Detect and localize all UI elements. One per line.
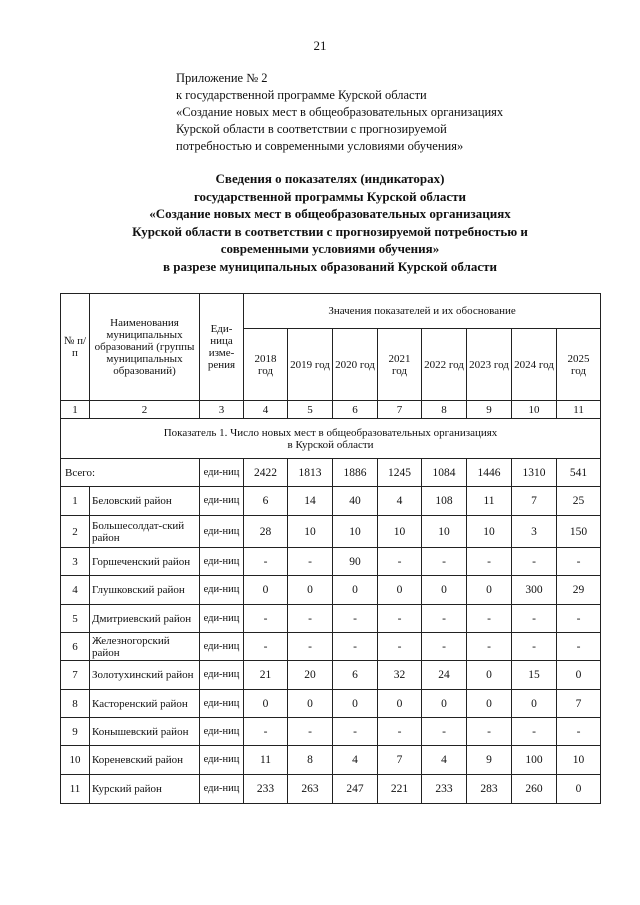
municipality-name: Золотухинский район [90,661,200,690]
value-cell: 4 [333,746,378,775]
value-cell: - [244,605,288,633]
value-cell: 300 [512,576,557,605]
value-cell: 0 [244,576,288,605]
row-number: 2 [61,516,90,548]
total-value: 2422 [244,459,288,487]
header-year: 2020 год [333,329,378,401]
municipality-name: Дмитриевский район [90,605,200,633]
value-cell: - [288,633,333,661]
value-cell: 283 [467,775,512,804]
value-cell: 10 [557,746,601,775]
value-cell: - [557,548,601,576]
unit-cell: еди-ниц [200,746,244,775]
value-cell: 10 [333,516,378,548]
col-number: 9 [467,401,512,419]
header-name: Наименования муниципальных образований (группы муниципальных образований) [90,294,200,401]
value-cell: 11 [467,487,512,516]
municipality-name: Глушковский район [90,576,200,605]
value-cell: - [422,605,467,633]
table-row [61,661,601,690]
municipality-name: Железногорский район [90,633,200,661]
value-cell: 11 [244,746,288,775]
col-number: 10 [512,401,557,419]
value-cell: - [333,718,378,746]
row-number: 10 [61,746,90,775]
table-row [61,690,601,718]
unit-cell: еди-ниц [200,690,244,718]
value-cell: 25 [557,487,601,516]
table-row [61,548,601,576]
value-cell: 3 [512,516,557,548]
header-year: 2025 год [557,329,601,401]
value-cell: - [288,718,333,746]
col-number: 6 [333,401,378,419]
value-cell: 0 [288,576,333,605]
value-cell: - [288,605,333,633]
value-cell: 260 [512,775,557,804]
header-unit: Еди-ница изме-рения [200,294,244,401]
value-cell: 4 [422,746,467,775]
col-number: 3 [200,401,244,419]
col-number: 7 [378,401,422,419]
value-cell: 21 [244,661,288,690]
value-cell: 0 [378,690,422,718]
value-cell: 0 [467,690,512,718]
header-year: 2022 год [422,329,467,401]
total-label: Всего: [61,459,200,487]
row-number: 9 [61,718,90,746]
value-cell: 8 [288,746,333,775]
unit-cell: еди-ниц [200,487,244,516]
value-cell: - [288,548,333,576]
value-cell: - [422,718,467,746]
total-value: 1245 [378,459,422,487]
indicators-table [60,293,601,804]
value-cell: 9 [467,746,512,775]
value-cell: - [378,718,422,746]
value-cell: - [244,548,288,576]
value-cell: - [333,605,378,633]
value-cell: - [333,633,378,661]
appendix-line: «Создание новых мест в общеобразовательных организациях [176,105,504,119]
col-number: 5 [288,401,333,419]
value-cell: - [422,633,467,661]
col-number: 11 [557,401,601,419]
appendix-line: потребностью и современными условиями обучения» [176,139,464,153]
value-cell: 233 [244,775,288,804]
value-cell: - [512,605,557,633]
value-cell: - [467,605,512,633]
value-cell: 0 [422,690,467,718]
title-line: «Создание новых мест в общеобразовательных организациях [149,206,511,221]
value-cell: 263 [288,775,333,804]
table-row [61,775,601,804]
municipality-name: Большесолдат-ский район [90,516,200,548]
value-cell: - [557,718,601,746]
value-cell: 32 [378,661,422,690]
total-value: 1446 [467,459,512,487]
table-row [61,633,601,661]
value-cell: - [467,548,512,576]
value-cell: - [378,633,422,661]
page-number: 21 [313,38,327,53]
value-cell: 0 [557,661,601,690]
appendix-line: к государственной программе Курской области [176,88,427,102]
value-cell: 0 [422,576,467,605]
value-cell: - [512,633,557,661]
unit-cell: еди-ниц [200,576,244,605]
row-number: 7 [61,661,90,690]
header-year: 2023 год [467,329,512,401]
value-cell: 221 [378,775,422,804]
header-year: 2024 год [512,329,557,401]
table-row [61,576,601,605]
value-cell: 0 [333,576,378,605]
value-cell: 108 [422,487,467,516]
document-title [40,170,620,275]
col-number: 8 [422,401,467,419]
header-year: 2019 год [288,329,333,401]
indicator-row [61,419,601,459]
value-cell: 4 [378,487,422,516]
value-cell: 7 [378,746,422,775]
municipality-name: Касторенский район [90,690,200,718]
value-cell: 0 [467,576,512,605]
value-cell: - [378,605,422,633]
value-cell: 40 [333,487,378,516]
value-cell: - [557,633,601,661]
value-cell: - [467,633,512,661]
unit-cell: еди-ниц [200,516,244,548]
value-cell: 14 [288,487,333,516]
value-cell: 233 [422,775,467,804]
value-cell: 0 [512,690,557,718]
value-cell: 0 [333,690,378,718]
unit-cell: еди-ниц [200,605,244,633]
title-line: Сведения о показателях (индикаторах) [215,171,445,186]
value-cell: - [512,718,557,746]
value-cell: 7 [512,487,557,516]
value-cell: 24 [422,661,467,690]
value-cell: 90 [333,548,378,576]
appendix-line: Приложение № 2 [176,71,268,85]
value-cell: 0 [244,690,288,718]
municipality-name: Конышевский район [90,718,200,746]
total-value: 1084 [422,459,467,487]
col-number: 2 [90,401,200,419]
value-cell: - [557,605,601,633]
value-cell: - [422,548,467,576]
total-value: 1310 [512,459,557,487]
municipality-name: Беловский район [90,487,200,516]
value-cell: 10 [288,516,333,548]
value-cell: 100 [512,746,557,775]
value-cell: 20 [288,661,333,690]
unit-cell: еди-ниц [200,718,244,746]
row-number: 3 [61,548,90,576]
value-cell: 10 [467,516,512,548]
value-cell: 150 [557,516,601,548]
title-line: государственной программы Курской области [193,188,467,204]
value-cell: - [244,633,288,661]
indicator-line: Показатель 1. Число новых мест в общеобразовательных организациях [163,426,498,439]
unit-cell: еди-ниц [200,548,244,576]
value-cell: - [244,718,288,746]
row-number: 1 [61,487,90,516]
total-unit: еди-ниц [200,459,244,487]
municipality-name: Горшеченский район [90,548,200,576]
value-cell: 6 [333,661,378,690]
row-number: 4 [61,576,90,605]
table-row [61,487,601,516]
value-cell: 0 [288,690,333,718]
col-number: 1 [61,401,90,419]
municipality-name: Кореневский район [90,746,200,775]
row-number: 5 [61,605,90,633]
table-row [61,516,601,548]
title-line: современными условиями обучения» [220,241,440,256]
value-cell: 29 [557,576,601,605]
value-cell: 0 [467,661,512,690]
total-value: 541 [557,459,601,487]
header-year: 2018 год [244,329,288,401]
col-number: 4 [244,401,288,419]
value-cell: 10 [422,516,467,548]
municipality-name: Курский район [90,775,200,804]
value-cell: - [378,548,422,576]
table-row [61,718,601,746]
value-cell: 7 [557,690,601,718]
row-number: 11 [61,775,90,804]
value-cell: 6 [244,487,288,516]
title-line: в разрезе муниципальных образований Курской области [162,258,498,274]
appendix-line: Курской области в соответствии с прогнозируемой [176,122,447,136]
value-cell: 0 [378,576,422,605]
row-number: 6 [61,633,90,661]
unit-cell: еди-ниц [200,661,244,690]
total-value: 1886 [333,459,378,487]
value-cell: 0 [557,775,601,804]
table-row [61,605,601,633]
value-cell: 28 [244,516,288,548]
value-cell: 247 [333,775,378,804]
value-cell: 15 [512,661,557,690]
header-year: 2021 год [378,329,422,401]
table-row [61,746,601,775]
appendix-header [176,70,616,155]
value-cell: - [512,548,557,576]
unit-cell: еди-ниц [200,775,244,804]
total-value: 1813 [288,459,333,487]
header-num: № п/п [61,294,90,401]
header-values-group: Значения показателей и их обоснование [244,294,601,329]
value-cell: 10 [378,516,422,548]
unit-cell: еди-ниц [200,633,244,661]
row-number: 8 [61,690,90,718]
title-line: Курской области в соответствии с прогнозируемой потребностью и [132,223,528,239]
value-cell: - [467,718,512,746]
indicator-line: в Курской области [287,438,374,451]
